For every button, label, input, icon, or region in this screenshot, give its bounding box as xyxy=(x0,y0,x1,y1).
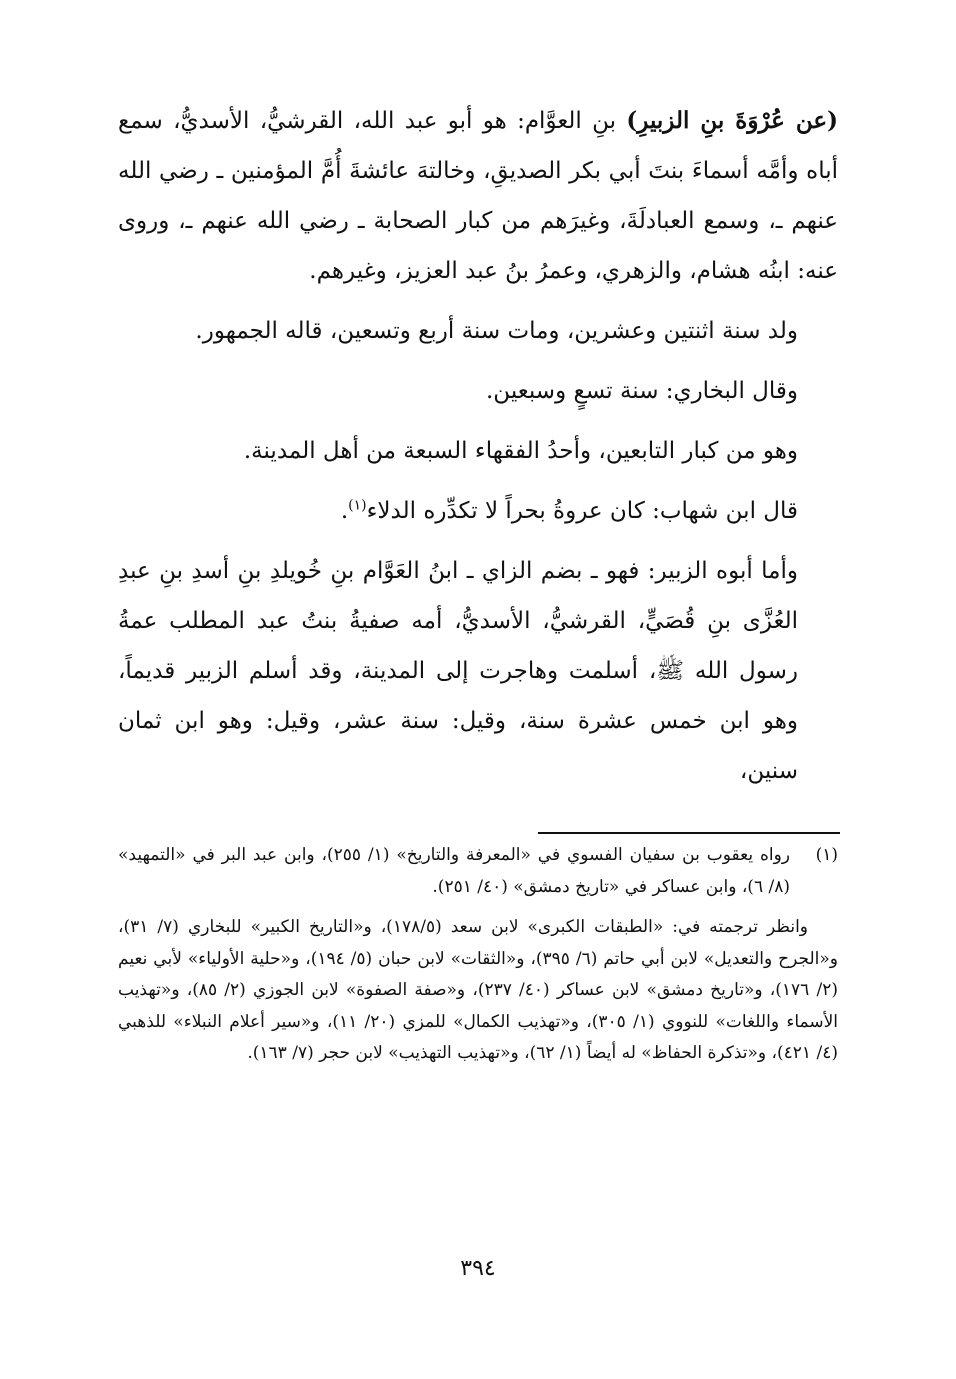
bio-header-rest: بنِ العوَّام: هو أبو عبد الله، القرشيُّ، الأسديُّ، سمع أباه وأمَّه أسماءَ بنتَ أبي بكر الصديقِ، وخالتهَ عائشةَ أُمَّ المؤمنين ـ رضي الله عنهم ـ، وسمع العبادلَةَ، وغيرَهم من كبار الصحابة ـ رضي الله عنهم ـ، وروى عنه: ابنُه هشام، والزهري، وعمرُ بنُ عبد العزيز، وغيرهم. xyxy=(118,108,838,284)
footnote-number: (١) xyxy=(815,845,838,865)
footnote-text: رواه يعقوب بن سفيان الفسوي في «المعرفة والتاريخ» (١/ ٢٥٥)، وابن عبد البر في «التمهيد» (٨/ ٦)، وابن عساكر في «تاريخ دمشق» (٤٠/ ٢٥١). xyxy=(118,845,790,897)
bio-paragraph xyxy=(118,96,838,296)
footnote-see-also-text: وانظر ترجمته في: «الطبقات الكبرى» لابن سعد (١٧٨/٥)، و«التاريخ الكبير» للبخاري (٧/ ٣١)، و«الجرح والتعديل» لابن أبي حاتم (٦/ ٣٩٥)، و«الثقات» لابن حبان (٥/ ١٩٤)، و«حلية الأولياء» لأبي نعيم (٢/ ١٧٦)، و«تاريخ دمشق» لابن عساكر (٤٠/ ٢٣٧)، و«صفة الصفوة» لابن الجوزي (٢/ ٨٥)، و«تهذيب الأسماء واللغات» للنووي (١/ ٣٠٥)، و«تهذيب الكمال» للمزي (٢٠/ ١١)، و«سير أعلام النبلاء» للذهبي (٤/ ٤٢١)، و«تذكرة الحفاظ» له أيضاً (١/ ٦٢)، و«تهذيب التهذيب» لابن حجر (٧/ ١٦٣). xyxy=(118,917,838,1063)
footnote-1 xyxy=(118,840,838,903)
bio-header-bold: (عن عُرْوَةَ بنِ الزبيرِ) xyxy=(626,107,839,134)
footnotes xyxy=(118,840,838,1070)
main-text xyxy=(118,96,838,796)
ibn-shihab-line xyxy=(118,486,838,536)
rank-line: وهو من كبار التابعين، وأحدُ الفقهاء السبعة من أهل المدينة. xyxy=(243,438,798,464)
ibn-shihab-end: . xyxy=(340,498,349,524)
page-number: ٣٩٤ xyxy=(460,1256,496,1281)
birth-death-line: ولد سنة اثنتين وعشرين، ومات سنة أربع وتسعين، قاله الجمهور. xyxy=(195,318,798,344)
footnote-see-also xyxy=(118,912,838,1070)
footnote-separator xyxy=(538,832,840,834)
father-paragraph: وأما أبوه الزبير: فهو ـ بضم الزاي ـ ابنُ العَوَّام بنِ خُويلدِ بنِ أسدِ بنِ عبدِ العُزَّى بنِ قُصَيٍّ، القرشيُّ، الأسديُّ، أمه صفيةُ بنتُ عبد المطلب عمةُ رسول الله ﷺ، أسلمت وهاجرت إلى المدينة، وقد أسلم الزبير قديماً، وهو ابن خمس عشرة سنة، وقيل: سنة عشر، وقيل: وهو ابن ثمان سنين، xyxy=(118,558,798,784)
ibn-shihab-text: قال ابن شهاب: كان عروةُ بحراً لا تكدِّره الدلاء xyxy=(366,498,798,524)
footnote-ref: (١) xyxy=(348,497,367,514)
bukhari-line: وقال البخاري: سنة تسعٍ وسبعين. xyxy=(486,378,798,404)
